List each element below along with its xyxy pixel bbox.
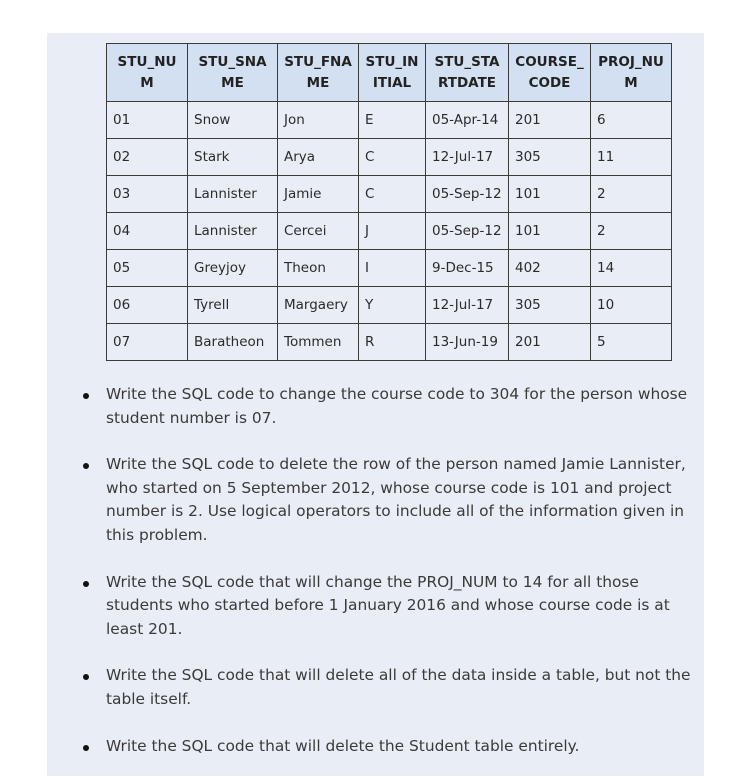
bullet-dot-icon [83,393,89,399]
table-row [107,287,672,324]
table-row [107,139,672,176]
header-course-code: COURSE_ CODE [509,44,591,102]
cell-stu-sname: Lannister [188,176,278,213]
cell-stu-fname: Cercei [278,213,359,250]
cell-course-code: 101 [509,213,591,250]
cell-stu-num: 02 [107,139,188,176]
table-row [107,324,672,361]
list-item [47,664,704,711]
cell-stu-initial: Y [359,287,426,324]
cell-stu-num: 03 [107,176,188,213]
bullet-dot-icon [83,463,89,469]
cell-stu-sname: Stark [188,139,278,176]
cell-stu-initial: C [359,176,426,213]
cell-stu-initial: J [359,213,426,250]
bullet-dot-icon [83,674,89,680]
cell-proj-num: 2 [591,176,672,213]
question-text: Write the SQL code to change the course code to 304 for the person whose student number is 07. [106,385,688,427]
header-stu-sname: STU_SNA ME [188,44,278,102]
cell-stu-startdate: 05-Sep-12 [426,213,509,250]
list-item [47,383,704,430]
cell-proj-num: 10 [591,287,672,324]
cell-stu-startdate: 05-Sep-12 [426,176,509,213]
question-list [47,383,704,781]
cell-stu-startdate: 12-Jul-17 [426,287,509,324]
cell-course-code: 101 [509,176,591,213]
cell-proj-num: 6 [591,102,672,139]
cell-stu-num: 01 [107,102,188,139]
question-text: Write the SQL code that will delete all of the data inside a table, but not the table itself. [106,666,691,708]
cell-stu-initial: R [359,324,426,361]
cell-stu-fname: Arya [278,139,359,176]
question-text: Write the SQL code to delete the row of the person named Jamie Lannister, who started on 5 September 2012, whose course code is 101 and project number is 2. Use logical operators to include all of the information given in this problem. [106,455,686,544]
cell-stu-num: 05 [107,250,188,287]
cell-stu-fname: Margaery [278,287,359,324]
cell-stu-num: 06 [107,287,188,324]
cell-stu-fname: Theon [278,250,359,287]
list-item [47,453,704,547]
cell-proj-num: 11 [591,139,672,176]
cell-proj-num: 2 [591,213,672,250]
cell-proj-num: 5 [591,324,672,361]
cell-stu-initial: E [359,102,426,139]
cell-stu-sname: Baratheon [188,324,278,361]
cell-course-code: 305 [509,139,591,176]
header-stu-startdate: STU_STA RTDATE [426,44,509,102]
content-panel [47,33,704,776]
cell-stu-sname: Greyjoy [188,250,278,287]
cell-stu-startdate: 12-Jul-17 [426,139,509,176]
student-table [106,43,672,361]
question-text: Write the SQL code that will change the PROJ_NUM to 14 for all those students who started before 1 January 2016 and whose course code is at least 201. [106,572,670,638]
cell-stu-startdate: 9-Dec-15 [426,250,509,287]
cell-stu-sname: Lannister [188,213,278,250]
table-row [107,176,672,213]
table-row [107,250,672,287]
cell-stu-sname: Tyrell [188,287,278,324]
header-stu-fname: STU_FNA ME [278,44,359,102]
cell-proj-num: 14 [591,250,672,287]
cell-course-code: 201 [509,324,591,361]
cell-stu-startdate: 05-Apr-14 [426,102,509,139]
cell-stu-initial: C [359,139,426,176]
table-row [107,213,672,250]
list-item [47,735,704,759]
cell-stu-num: 07 [107,324,188,361]
question-text: Write the SQL code that will delete the Student table entirely. [106,736,580,755]
cell-course-code: 201 [509,102,591,139]
cell-stu-startdate: 13-Jun-19 [426,324,509,361]
cell-course-code: 305 [509,287,591,324]
header-proj-num: PROJ_NU M [591,44,672,102]
header-stu-num: STU_NU M [107,44,188,102]
cell-stu-fname: Jamie [278,176,359,213]
header-stu-initial: STU_IN ITIAL [359,44,426,102]
cell-stu-sname: Snow [188,102,278,139]
table-row [107,102,672,139]
table-header-row [107,44,672,102]
bullet-dot-icon [83,745,89,751]
cell-stu-fname: Jon [278,102,359,139]
bullet-dot-icon [83,581,89,587]
cell-stu-fname: Tommen [278,324,359,361]
cell-course-code: 402 [509,250,591,287]
cell-stu-initial: I [359,250,426,287]
cell-stu-num: 04 [107,213,188,250]
list-item [47,571,704,642]
